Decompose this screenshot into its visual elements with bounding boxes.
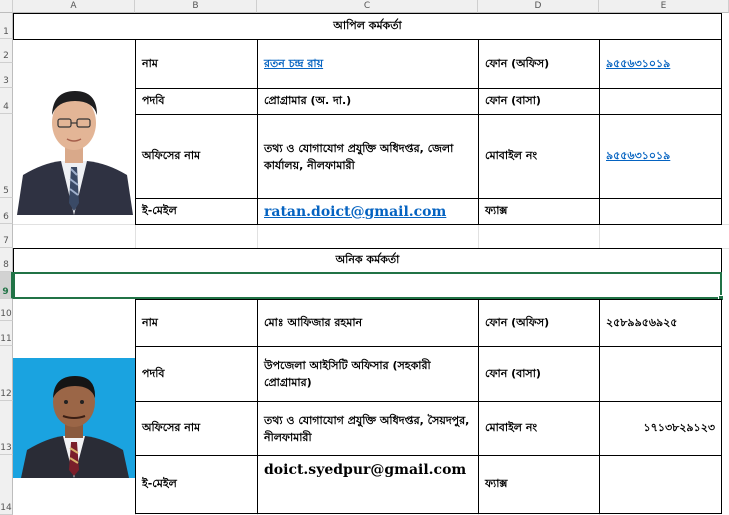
officer2-fax-value[interactable] (599, 455, 722, 514)
officer2-mobile-value[interactable]: ১৭১৩৮২৯১২৩ (599, 401, 722, 456)
column-header-b[interactable]: B (135, 0, 257, 13)
officer1-phone-home-value[interactable] (599, 88, 722, 115)
officer2-phone-office-label[interactable]: ফোন (অফিস) (478, 299, 600, 347)
officer2-designation-label[interactable]: পদবি (135, 346, 258, 402)
officer2-email-value[interactable]: doict.syedpur@gmail.com (257, 455, 479, 514)
row-number: 6 (3, 212, 9, 222)
officer1-office-value[interactable]: তথ্য ও যোগাযোগ প্রযুক্তি অধিদপ্তর, জেলা কার্যালয়, নীলফামারী (257, 114, 479, 199)
officer1-designation-label[interactable]: পদবি (135, 88, 258, 115)
column-header-d[interactable]: D (478, 0, 599, 13)
officer1-phone-office-link[interactable]: ৯৫৫৬৩১০১৯ (606, 56, 671, 70)
row-number: 8 (3, 260, 9, 270)
officer2-phone-home-label[interactable]: ফোন (বাসা) (478, 346, 600, 402)
row-number: 3 (3, 76, 9, 86)
officer2-office-label[interactable]: অফিসের নাম (135, 401, 258, 456)
officer1-mobile-value[interactable] (599, 114, 722, 199)
officer2-designation-value[interactable]: উপজেলা আইসিটি অফিসার (সহকারী প্রোগ্রামার) (257, 346, 479, 402)
officer1-fax-label[interactable]: ফ্যাক্স (478, 198, 600, 225)
officer2-mobile-label[interactable]: মোবাইল নং (478, 401, 600, 456)
row-header-3[interactable] (0, 63, 13, 88)
officer1-designation-value[interactable]: প্রোগ্রামার (অ. দা.) (257, 88, 479, 115)
row-number: 9 (2, 287, 9, 297)
row-number: 2 (3, 51, 9, 61)
officer1-office-label[interactable]: অফিসের নাম (135, 114, 258, 199)
row-header-11[interactable] (0, 321, 13, 346)
officer1-photo (13, 63, 135, 215)
row-header-9[interactable] (0, 272, 13, 299)
row-header-5[interactable] (0, 114, 13, 198)
officer1-fax-value[interactable] (599, 198, 722, 225)
officer1-phone-home-label[interactable]: ফোন (বাসা) (478, 88, 600, 115)
officer2-phone-home-value[interactable] (599, 346, 722, 402)
officer1-mobile-label[interactable]: মোবাইল নং (478, 114, 600, 199)
row-header-8[interactable] (0, 248, 13, 272)
officer1-phone-office-label[interactable]: ফোন (অফিস) (478, 39, 600, 89)
column-header-c[interactable]: C (257, 0, 478, 13)
officer2-name-label[interactable]: নাম (135, 299, 258, 347)
officer1-email-link[interactable]: ratan.doict@gmail.com (264, 203, 447, 220)
officer1-email-value[interactable] (257, 198, 479, 225)
row-header-1[interactable] (0, 13, 13, 39)
row-header-13[interactable] (0, 401, 13, 455)
row-number: 11 (0, 334, 12, 344)
officer2-email-label[interactable]: ই-মেইল (135, 455, 258, 514)
officer2-fax-label[interactable]: ফ্যাক্স (478, 455, 600, 514)
row-number: 10 (0, 309, 12, 319)
officer2-name-value[interactable]: মোঃ আফিজার রহমান (257, 299, 479, 347)
column-header-e[interactable]: E (599, 0, 729, 13)
section-title-appeal-officer[interactable]: আপিল কর্মকর্তা (13, 13, 722, 40)
section-title-responsible-officer[interactable]: অনিক কর্মকর্তা (13, 248, 722, 273)
row-header-7[interactable] (0, 224, 13, 248)
officer1-name-value[interactable] (257, 39, 479, 89)
row-number: 1 (3, 27, 9, 37)
officer1-email-label[interactable]: ই-মেইল (135, 198, 258, 225)
row-header-10[interactable] (0, 299, 13, 321)
column-header-a[interactable]: A (13, 0, 135, 13)
row-number: 7 (3, 236, 9, 246)
row-header-6[interactable] (0, 198, 13, 224)
row-number: 14 (0, 503, 12, 513)
officer1-name-label[interactable]: নাম (135, 39, 258, 89)
row-header-2[interactable] (0, 39, 13, 63)
officer2-office-value[interactable]: তথ্য ও যোগাযোগ প্রযুক্তি অধিদপ্তর, সৈয়দপুর, নীলফামারী (257, 401, 479, 456)
row-number: 5 (3, 186, 9, 196)
row-header-4[interactable] (0, 88, 13, 114)
row-number: 12 (0, 389, 12, 399)
row-header-14[interactable] (0, 455, 13, 515)
officer1-name-link[interactable]: রতন চন্দ্র রায় (264, 56, 324, 70)
officer2-phone-office-value[interactable]: ২৫৮৯৯৫৬৯২৫ (599, 299, 722, 347)
select-all-corner[interactable] (0, 0, 13, 13)
officer2-photo (13, 358, 135, 478)
officer1-mobile-link[interactable]: ৯৫৫৬৩১০১৯ (606, 149, 671, 162)
row-number: 13 (0, 443, 12, 453)
selected-row-9[interactable] (13, 272, 722, 299)
row-header-12[interactable] (0, 346, 13, 401)
officer1-phone-office-value[interactable] (599, 39, 722, 89)
row-number: 4 (3, 102, 9, 112)
